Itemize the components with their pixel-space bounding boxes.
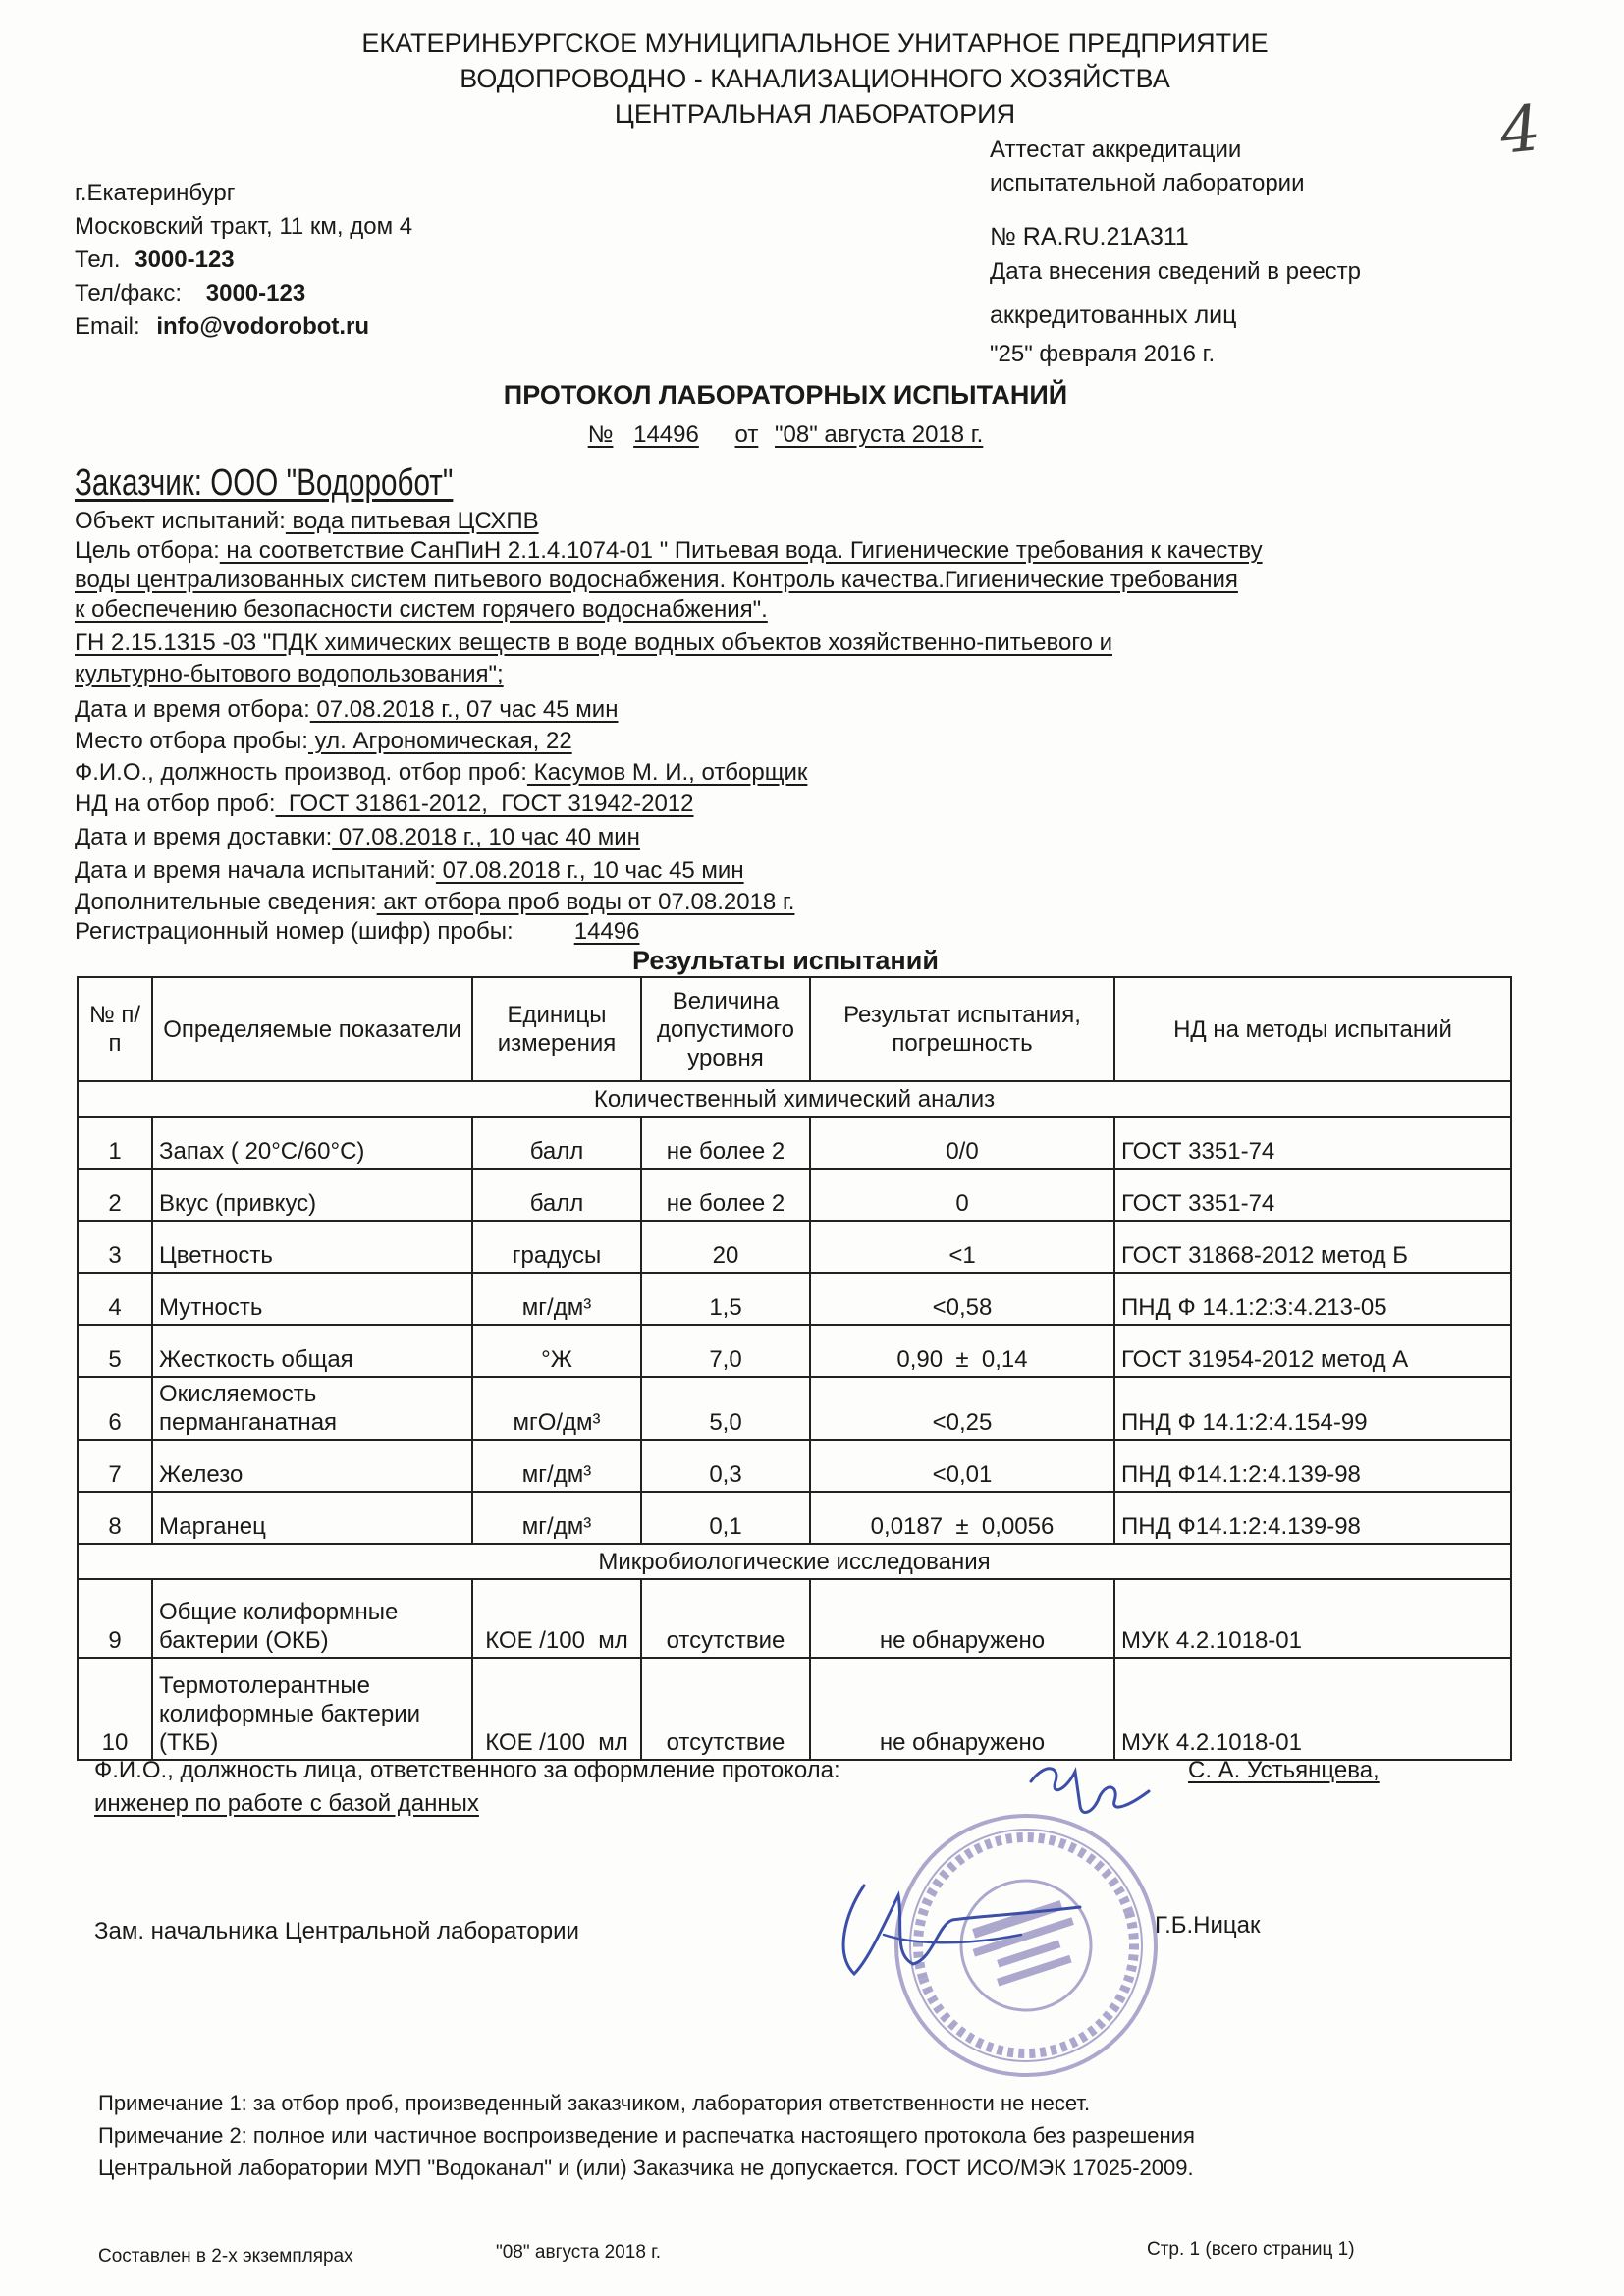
table-row	[78, 1325, 1511, 1377]
table-row	[78, 1377, 1511, 1440]
accreditation-line1: Аттестат аккредитации	[990, 137, 1242, 163]
row-num: 9	[78, 1579, 152, 1658]
row-unit: КОЕ /100 мл	[472, 1658, 641, 1760]
reg-number-value: 14496	[573, 918, 640, 945]
row-indicator	[152, 1658, 472, 1760]
row-indicator	[152, 1377, 472, 1440]
note-1: Примечание 1: за отбор проб, произведенный заказчиком, лаборатория ответственности не несет.	[98, 2091, 1091, 2115]
protocol-from-label: от	[734, 421, 759, 448]
deputy-name: Г.Б.Ницак	[1155, 1912, 1261, 1939]
row-method: ГОСТ 31868-2012 метод Б	[1114, 1221, 1511, 1273]
table-row	[78, 1579, 1511, 1658]
reg-number-label: Регистрационный номер (шифр) пробы:	[75, 918, 514, 945]
purpose-value-1: на соответствие СанПиН 2.1.4.1074-01 " Питьевая вода. Гигиенические требования к качеству	[219, 537, 1263, 564]
row-num: 3	[78, 1221, 152, 1273]
row-indicator: Жесткость общая	[152, 1325, 472, 1377]
protocol-no-label: №	[587, 421, 614, 448]
deputy-label: Зам. начальника Центральной лаборатории	[94, 1918, 579, 1944]
section-chem-row	[78, 1081, 1511, 1117]
row-limit: отсутствие	[641, 1658, 810, 1760]
row-result: <0,01	[810, 1440, 1114, 1492]
lab-name: ЦЕНТРАЛЬНАЯ ЛАБОРАТОРИЯ	[614, 99, 1016, 129]
row-num: 4	[78, 1273, 152, 1325]
row-method: МУК 4.2.1018-01	[1114, 1658, 1511, 1760]
row-num: 1	[78, 1117, 152, 1169]
accreditation-line2: испытательной лаборатории	[990, 170, 1305, 196]
row-indicator: Мутность	[152, 1273, 472, 1325]
tel-value: 3000-123	[135, 246, 235, 273]
row-unit: КОЕ /100 мл	[472, 1579, 641, 1658]
row-method: ГОСТ 3351-74	[1114, 1169, 1511, 1221]
contact-city: г.Екатеринбург	[75, 180, 236, 206]
handwritten-page-mark: 4	[1496, 92, 1544, 169]
extra-info-label: Дополнительные сведения:	[75, 889, 377, 915]
row-result: не обнаружено	[810, 1579, 1114, 1658]
row-limit: 7,0	[641, 1325, 810, 1377]
reg-number-line	[75, 917, 639, 946]
row-result: <1	[810, 1221, 1114, 1273]
responsible-label: Ф.И.О., должность лица, ответственного за оформление протокола:	[94, 1757, 840, 1783]
copies-note: Составлен в 2-х экземплярах	[98, 2246, 353, 2267]
row-result: 0,0187 ± 0,0056	[810, 1492, 1114, 1544]
email-label: Email:	[75, 313, 140, 340]
protocol-number-line	[295, 420, 1276, 449]
row-unit: балл	[472, 1169, 641, 1221]
row-indicator: Марганец	[152, 1492, 472, 1544]
row-indicator	[152, 1579, 472, 1658]
row-indicator: Железо	[152, 1440, 472, 1492]
table-row	[78, 1440, 1511, 1492]
sampling-datetime-label: Дата и время отбора:	[75, 696, 310, 723]
purpose-value-5: культурно-бытового водопользования";	[75, 661, 504, 687]
responsible-position: инженер по работе с базой данных	[94, 1790, 479, 1817]
row-limit: 5,0	[641, 1377, 810, 1440]
nd-sampling-line	[75, 790, 694, 818]
footer-notes	[98, 2090, 1375, 2181]
row-limit: 0,3	[641, 1440, 810, 1492]
row-method: ГОСТ 3351-74	[1114, 1117, 1511, 1169]
contact-fax	[75, 279, 305, 307]
page-number: Стр. 1 (всего страниц 1)	[1147, 2239, 1355, 2260]
row-indicator-line: Окисляемость	[159, 1381, 317, 1407]
row-limit: не более 2	[641, 1169, 810, 1221]
row-limit: 0,1	[641, 1492, 810, 1544]
footer-date: "08" августа 2018 г.	[496, 2242, 662, 2263]
sampler-label: Ф.И.О., должность производ. отбор проб:	[75, 759, 527, 786]
table-row	[78, 1492, 1511, 1544]
contact-tel	[75, 246, 235, 274]
row-result: <0,25	[810, 1377, 1114, 1440]
row-limit: 20	[641, 1221, 810, 1273]
row-unit: мг/дм³	[472, 1440, 641, 1492]
protocol-title: ПРОТОКОЛ ЛАБОРАТОРНЫХ ИСПЫТАНИЙ	[503, 380, 1068, 410]
row-method: ПНД Ф 14.1:2:4.154-99	[1114, 1377, 1511, 1440]
sampling-place-value: ул. Агрономическая, 22	[307, 728, 572, 754]
row-method: ПНД Ф14.1:2:4.139-98	[1114, 1492, 1511, 1544]
row-limit: не более 2	[641, 1117, 810, 1169]
row-num: 2	[78, 1169, 152, 1221]
header-method: НД на методы испытаний	[1114, 977, 1511, 1081]
section-micro: Микробиологические исследования	[78, 1544, 1511, 1579]
org-name-line2: ВОДОПРОВОДНО - КАНАЛИЗАЦИОННОГО ХОЗЯЙСТВА	[460, 64, 1170, 93]
row-indicator-line: Общие колиформные	[159, 1599, 399, 1625]
purpose-value-3: к обеспечению безопасности систем горячего водоснабжения".	[75, 596, 768, 623]
object-line	[75, 507, 539, 535]
row-indicator: Запах ( 20°С/60°С)	[152, 1117, 472, 1169]
sampling-place-line	[75, 727, 572, 755]
extra-info-value: акт отбора проб воды от 07.08.2018 г.	[376, 889, 795, 915]
section-chem: Количественный химический анализ	[78, 1081, 1511, 1117]
accreditation-date: "25" февраля 2016 г.	[990, 341, 1216, 367]
header-units: Единицы измерения	[472, 977, 641, 1081]
row-result: 0	[810, 1169, 1114, 1221]
contact-email	[75, 312, 369, 341]
row-method: ПНД Ф 14.1:2:3:4.213-05	[1114, 1273, 1511, 1325]
delivery-line	[75, 823, 640, 851]
note-2-line1: Примечание 2: полное или частичное воспроизведение и распечатка настоящего протокола без разрешения	[98, 2123, 1195, 2148]
table-row	[78, 1273, 1511, 1325]
accreditation-line5: аккредитованных лиц	[990, 301, 1237, 329]
row-indicator-line: колиформные бактерии	[159, 1701, 421, 1727]
header-result: Результат испытания, погрешность	[810, 977, 1114, 1081]
row-method: МУК 4.2.1018-01	[1114, 1579, 1511, 1658]
row-unit: мг/дм³	[472, 1273, 641, 1325]
customer-line: Заказчик: ООО "Водоробот"	[75, 463, 454, 504]
row-method: ГОСТ 31954-2012 метод А	[1114, 1325, 1511, 1377]
sampling-datetime-value: 07.08.2018 г., 07 час 45 мин	[309, 696, 619, 723]
responsible-name: С. А. Устьянцева,	[1188, 1757, 1380, 1783]
row-unit: мгО/дм³	[472, 1377, 641, 1440]
table-row	[78, 1658, 1511, 1760]
row-indicator: Вкус (привкус)	[152, 1169, 472, 1221]
nd-sampling-label: НД на отбор проб:	[75, 791, 276, 817]
results-title: Результаты испытаний	[632, 946, 939, 975]
test-start-line	[75, 856, 744, 885]
row-num: 6	[78, 1377, 152, 1440]
delivery-label: Дата и время доставки:	[75, 824, 333, 850]
header-num: № п/п	[78, 977, 152, 1081]
extra-info-line	[75, 888, 794, 916]
fax-label: Тел/факс:	[75, 280, 183, 306]
purpose-value-4: ГН 2.15.1315 -03 "ПДК химических веществ в воде водных объектов хозяйственно-питьевого и	[75, 629, 1112, 656]
row-num: 8	[78, 1492, 152, 1544]
tel-label: Тел.	[75, 246, 121, 273]
header-limit: Величина допустимого уровня	[641, 977, 810, 1081]
row-indicator: Цветность	[152, 1221, 472, 1273]
email-value: info@vodorobot.ru	[156, 313, 370, 340]
row-method: ПНД Ф14.1:2:4.139-98	[1114, 1440, 1511, 1492]
row-limit: отсутствие	[641, 1579, 810, 1658]
table-row	[78, 1221, 1511, 1273]
deputy-signature	[825, 1866, 1119, 1994]
purpose-value-2: воды централизованных систем питьевого водоснабжения. Контроль качества.Гигиенические требования	[75, 567, 1238, 593]
object-label: Объект испытаний:	[75, 508, 286, 534]
org-name-line1: ЕКАТЕРИНБУРГСКОЕ МУНИЦИПАЛЬНОЕ УНИТАРНОЕ ПРЕДПРИЯТИЕ	[361, 28, 1269, 58]
row-unit: °Ж	[472, 1325, 641, 1377]
row-num: 7	[78, 1440, 152, 1492]
row-num: 5	[78, 1325, 152, 1377]
row-unit: балл	[472, 1117, 641, 1169]
purpose-line1	[75, 536, 1263, 565]
delivery-value: 07.08.2018 г., 10 час 40 мин	[332, 824, 640, 850]
sampler-line	[75, 758, 807, 787]
row-result: <0,58	[810, 1273, 1114, 1325]
row-unit: мг/дм³	[472, 1492, 641, 1544]
accreditation-number: № RA.RU.21A311	[990, 223, 1189, 250]
contact-address: Московский тракт, 11 км, дом 4	[75, 213, 413, 240]
sampling-datetime-line	[75, 695, 618, 724]
purpose-label: Цель отбора:	[75, 537, 220, 564]
row-num: 10	[78, 1658, 152, 1760]
row-limit: 1,5	[641, 1273, 810, 1325]
test-start-label: Дата и время начала испытаний:	[75, 857, 436, 884]
row-indicator-line: перманганатная	[159, 1409, 338, 1436]
row-indicator-line: (ТКБ)	[159, 1729, 219, 1756]
results-table	[77, 976, 1512, 1761]
note-2-line2: Центральной лаборатории МУП "Водоканал" и (или) Заказчика не допускается. ГОСТ ИСО/МЭК 17025-2009.	[98, 2156, 1194, 2180]
test-start-value: 07.08.2018 г., 10 час 45 мин	[435, 857, 744, 884]
row-result: не обнаружено	[810, 1658, 1114, 1760]
row-result: 0/0	[810, 1117, 1114, 1169]
protocol-date: "08" августа 2018 г.	[775, 421, 984, 448]
row-indicator-line: Термотолерантные	[159, 1672, 371, 1699]
protocol-number: 14496	[633, 421, 699, 448]
fax-value: 3000-123	[205, 280, 306, 306]
row-unit: градусы	[472, 1221, 641, 1273]
table-header-row	[78, 977, 1511, 1081]
table-row	[78, 1117, 1511, 1169]
sampler-value: Касумов М. И., отборщик	[526, 759, 808, 786]
accreditation-line4: Дата внесения сведений в реестр	[990, 258, 1362, 285]
row-indicator-line: бактерии (ОКБ)	[159, 1627, 329, 1654]
table-row	[78, 1169, 1511, 1221]
sampling-place-label: Место отбора пробы:	[75, 728, 308, 754]
header-indicator: Определяемые показатели	[152, 977, 472, 1081]
object-value: вода питьевая ЦСХПВ	[285, 508, 539, 534]
row-result: 0,90 ± 0,14	[810, 1325, 1114, 1377]
section-micro-row	[78, 1544, 1511, 1579]
nd-sampling-value: ГОСТ 31861-2012, ГОСТ 31942-2012	[275, 791, 694, 817]
